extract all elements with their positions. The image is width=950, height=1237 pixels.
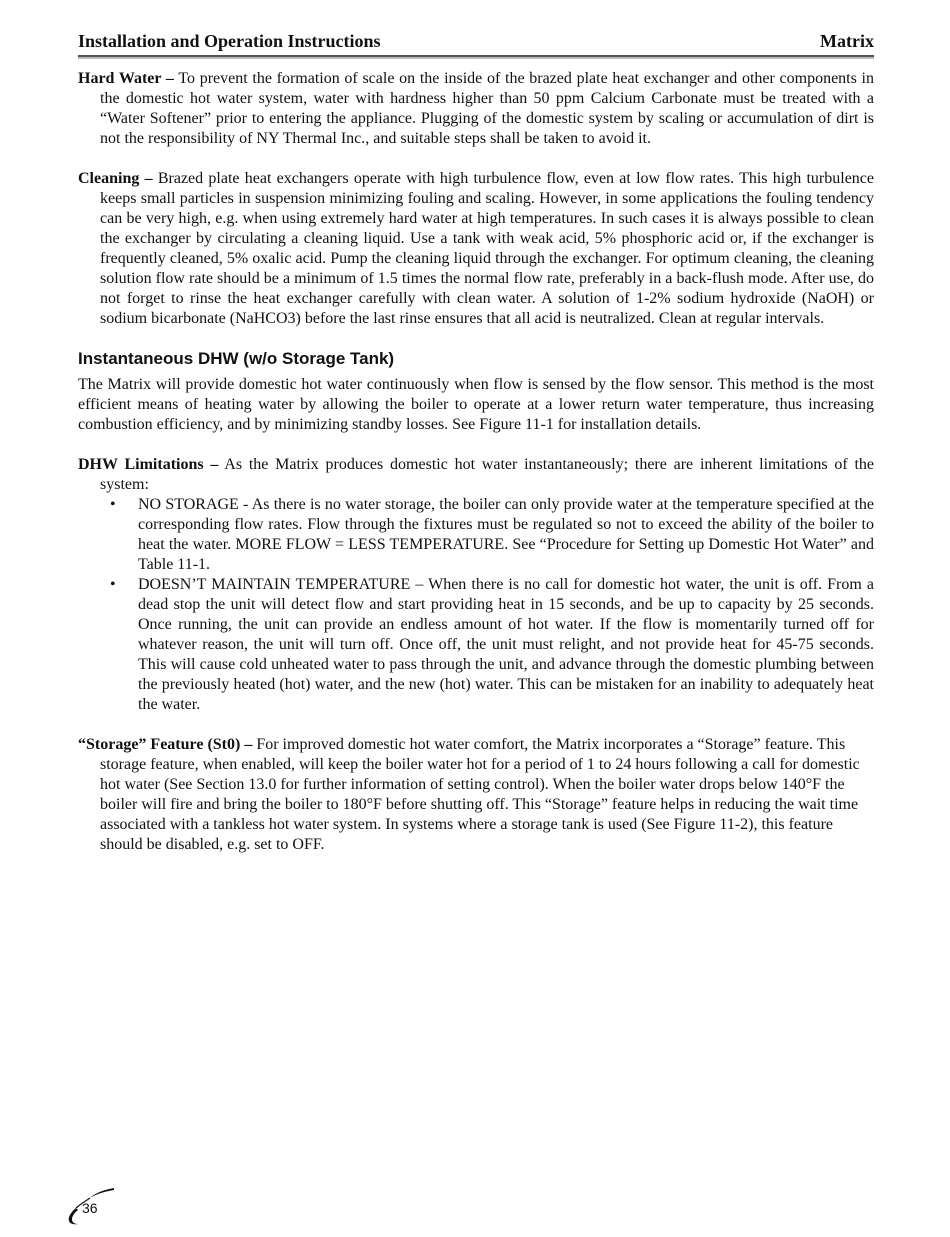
hard-water-paragraph <box>78 69 874 149</box>
storage-feature-paragraph <box>78 735 874 855</box>
cleaning-paragraph <box>78 169 874 329</box>
list-item-text: NO STORAGE - As there is no water storage, the boiler can only provide water at the temperature specified at the corresponding flow rates. Flow through the fixtures must be regulated so not to exceed the ability of the boiler to heat the water. MORE FLOW = LESS TEMPERATURE. See “Procedure for Setting up Domestic Hot Water” and Table 11-1. <box>138 496 874 573</box>
instantaneous-dhw-paragraph: The Matrix will provide domestic hot water continuously when flow is sensed by the flow sensor. This method is the most efficient means of heating water by allowing the boiler to operate at a lower return water temperature, thus increasing combustion efficiency, and by minimizing standby losses. See Figure 11-1 for installation details. <box>78 376 874 433</box>
storage-feature-label: “Storage” Feature (St0) – <box>78 736 253 753</box>
instantaneous-dhw-heading: Instantaneous DHW (w/o Storage Tank) <box>78 349 395 368</box>
document-page <box>78 30 874 875</box>
hard-water-text: To prevent the formation of scale on the inside of the brazed plate heat exchanger and other components in the domestic hot water system, water with hardness higher than 50 ppm Calcium Carbonate must be treated with a “Water Softener” prior to entering the appliance. Plugging of the domestic system by scaling or accumulation of dirt is not the responsibility of NY Thermal Inc., and suitable steps shall be taken to avoid it. <box>100 70 875 147</box>
list-item <box>78 575 874 715</box>
dhw-limitations-list <box>78 495 874 715</box>
dhw-limitations-text: As the Matrix produces domestic hot water instantaneously; there are inherent limitations of the system: <box>100 456 875 493</box>
dhw-limitations-paragraph <box>78 455 874 495</box>
page-number: 36 <box>82 1200 98 1216</box>
dhw-limitations-label: DHW Limitations – <box>78 456 219 473</box>
storage-feature-text: For improved domestic hot water comfort, the Matrix incorporates a “Storage” feature. This storage feature, when enabled, will keep the boiler water hot for a period of 1 to 24 hours following a call for domestic hot water (See Section 13.0 for further information of setting control). When the boiler water drops below 140°F the boiler will fire and bring the boiler to 180°F before shutting off. This “Storage” feature helps in reducing the wait time associated with a tankless hot water system. In systems where a storage tank is used (See Figure 11-2), this feature should be disabled, e.g. set to OFF. <box>100 736 860 853</box>
bullet-icon: • <box>110 576 116 593</box>
header-title: Installation and Operation Instructions <box>78 31 381 51</box>
header-product: Matrix <box>820 31 874 51</box>
bullet-icon: • <box>110 496 116 513</box>
list-item <box>78 495 874 575</box>
page-footer <box>64 1186 118 1228</box>
page-content <box>78 69 874 855</box>
cleaning-label: Cleaning – <box>78 170 153 187</box>
cleaning-text: Brazed plate heat exchangers operate with high turbulence flow, even at low flow rates. This high turbulence keeps small particles in suspension minimizing fouling and scaling. However, in some applications the fouling tendency can be very high, e.g. when using extremely hard water at high temperatures. In such cases it is always possible to clean the exchanger by circulating a cleaning liquid. Use a tank with weak acid, 5% phosphoric acid or, if the exchanger is frequently cleaned, 5% oxalic acid. Pump the cleaning liquid through the exchanger. For optimum cleaning, the cleaning solution flow rate should be a minimum of 1.5 times the normal flow rate, preferably in a back-flush mode. After use, do not forget to rinse the heat exchanger carefully with clean water. A solution of 1-2% sodium hydroxide (NaOH) or sodium bicarbonate (NaHCO3) before the last rinse ensures that all acid is neutralized. Clean at regular intervals. <box>100 170 874 327</box>
hard-water-label: Hard Water – <box>78 70 174 87</box>
list-item-text: DOESN’T MAINTAIN TEMPERATURE – When there is no call for domestic hot water, the unit is off. From a dead stop the unit will detect flow and start providing heat in 15 seconds, and be up to capacity by 25 seconds. Once running, the unit can provide an endless amount of hot water. If the flow is momentarily turned off for whatever reason, the unit will turn off. Once off, the unit must relight, and not provide heat for 45-75 seconds. This will cause cold unheated water to pass through the unit, and advance through the domestic plumbing between the previously heated (hot) water, and the new (hot) water. This can be mistaken for an inability to adequately heat the water. <box>138 576 874 713</box>
page-header <box>78 30 874 57</box>
